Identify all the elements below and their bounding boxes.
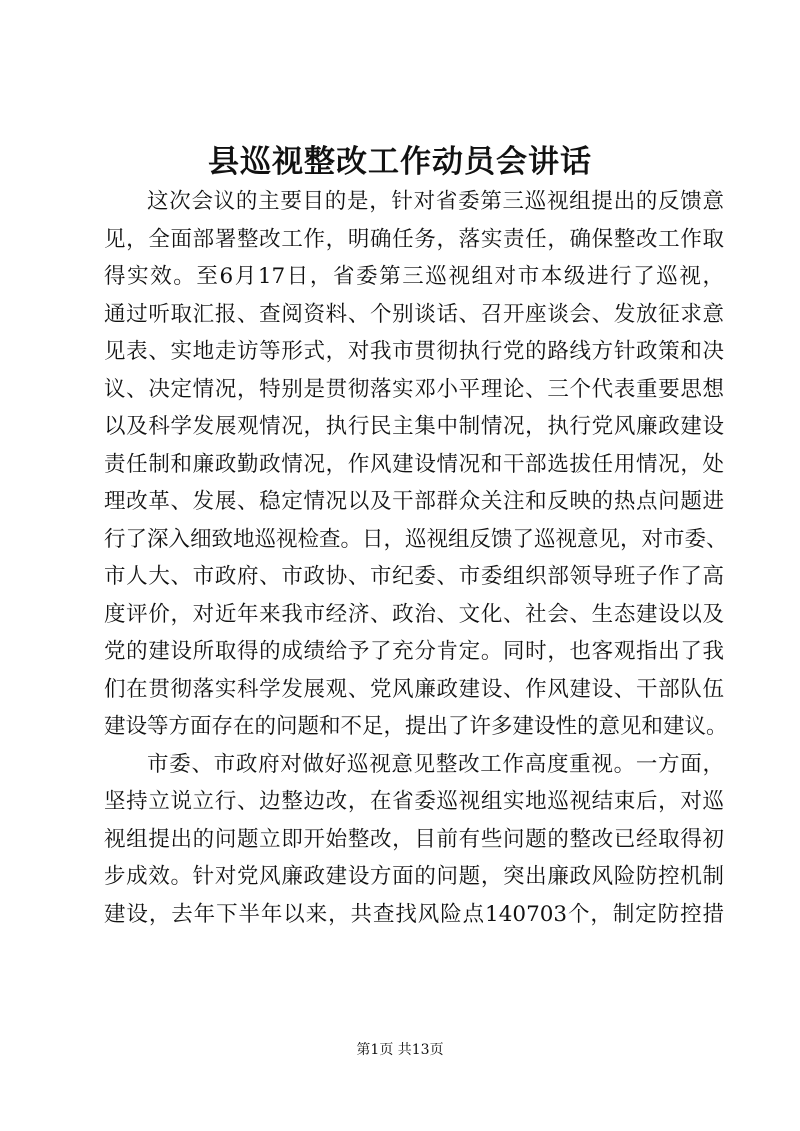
text-line: 理改革、发展、稳定情况以及干部群众关注和反映的热点问题进 xyxy=(104,489,724,514)
text-line: 视组提出的问题立即开始整改，目前有些问题的整改已经取得初 xyxy=(104,826,724,852)
text-line: 们在贯彻落实科学发展观、党风廉政建设、作风建设、干部队伍 xyxy=(104,676,724,702)
paragraph xyxy=(104,746,724,934)
text-line: 责任制和廉政勤政情况，作风建设情况和干部选拔任用情况，处 xyxy=(104,451,724,477)
page-number-footer: 第1页 共13页 xyxy=(356,1042,444,1058)
text-line: 见表、实地走访等形式，对我市贯彻执行党的路线方针政策和决 xyxy=(104,339,724,364)
text-line: 步成效。针对党风廉政建设方面的问题，突出廉政风险防控机制 xyxy=(104,864,724,889)
text-line: 以及科学发展观情况，执行民主集中制情况，执行党风廉政建设 xyxy=(104,414,724,439)
text-line: 通过听取汇报、查阅资料、个别谈话、召开座谈会、发放征求意 xyxy=(104,301,724,327)
text-line: 议、决定情况，特别是贯彻落实邓小平理论、三个代表重要思想 xyxy=(104,376,724,402)
paragraph xyxy=(104,183,728,746)
document-body xyxy=(104,183,728,933)
text-line: 行了深入细致地巡视检查。日，巡视组反馈了巡视意见，对市委、 xyxy=(104,526,728,552)
document-title: 县巡视整改工作动员会讲话 xyxy=(208,144,592,180)
text-line: 建设等方面存在的问题和不足，提出了许多建设性的意见和建议。 xyxy=(104,714,728,739)
text-line: 这次会议的主要目的是，针对省委第三巡视组提出的反馈意 xyxy=(147,189,724,214)
text-line: 见，全面部署整改工作，明确任务，落实责任，确保整改工作取 xyxy=(104,226,724,252)
text-line: 市人大、市政府、市政协、市纪委、市委组织部领导班子作了高 xyxy=(104,564,724,589)
text-line: 坚持立说立行、边整边改，在省委巡视组实地巡视结束后，对巡 xyxy=(104,789,724,814)
text-line: 建设，去年下半年以来，共查找风险点140703个，制定防控措 xyxy=(104,901,724,927)
text-line: 得实效。至6月17日，省委第三巡视组对市本级进行了巡视， xyxy=(104,264,724,289)
text-line: 市委、市政府对做好巡视意见整改工作高度重视。一方面， xyxy=(147,751,724,777)
text-line: 党的建设所取得的成绩给予了充分肯定。同时，也客观指出了我 xyxy=(104,639,724,664)
text-line: 度评价，对近年来我市经济、政治、文化、社会、生态建设以及 xyxy=(104,601,724,627)
